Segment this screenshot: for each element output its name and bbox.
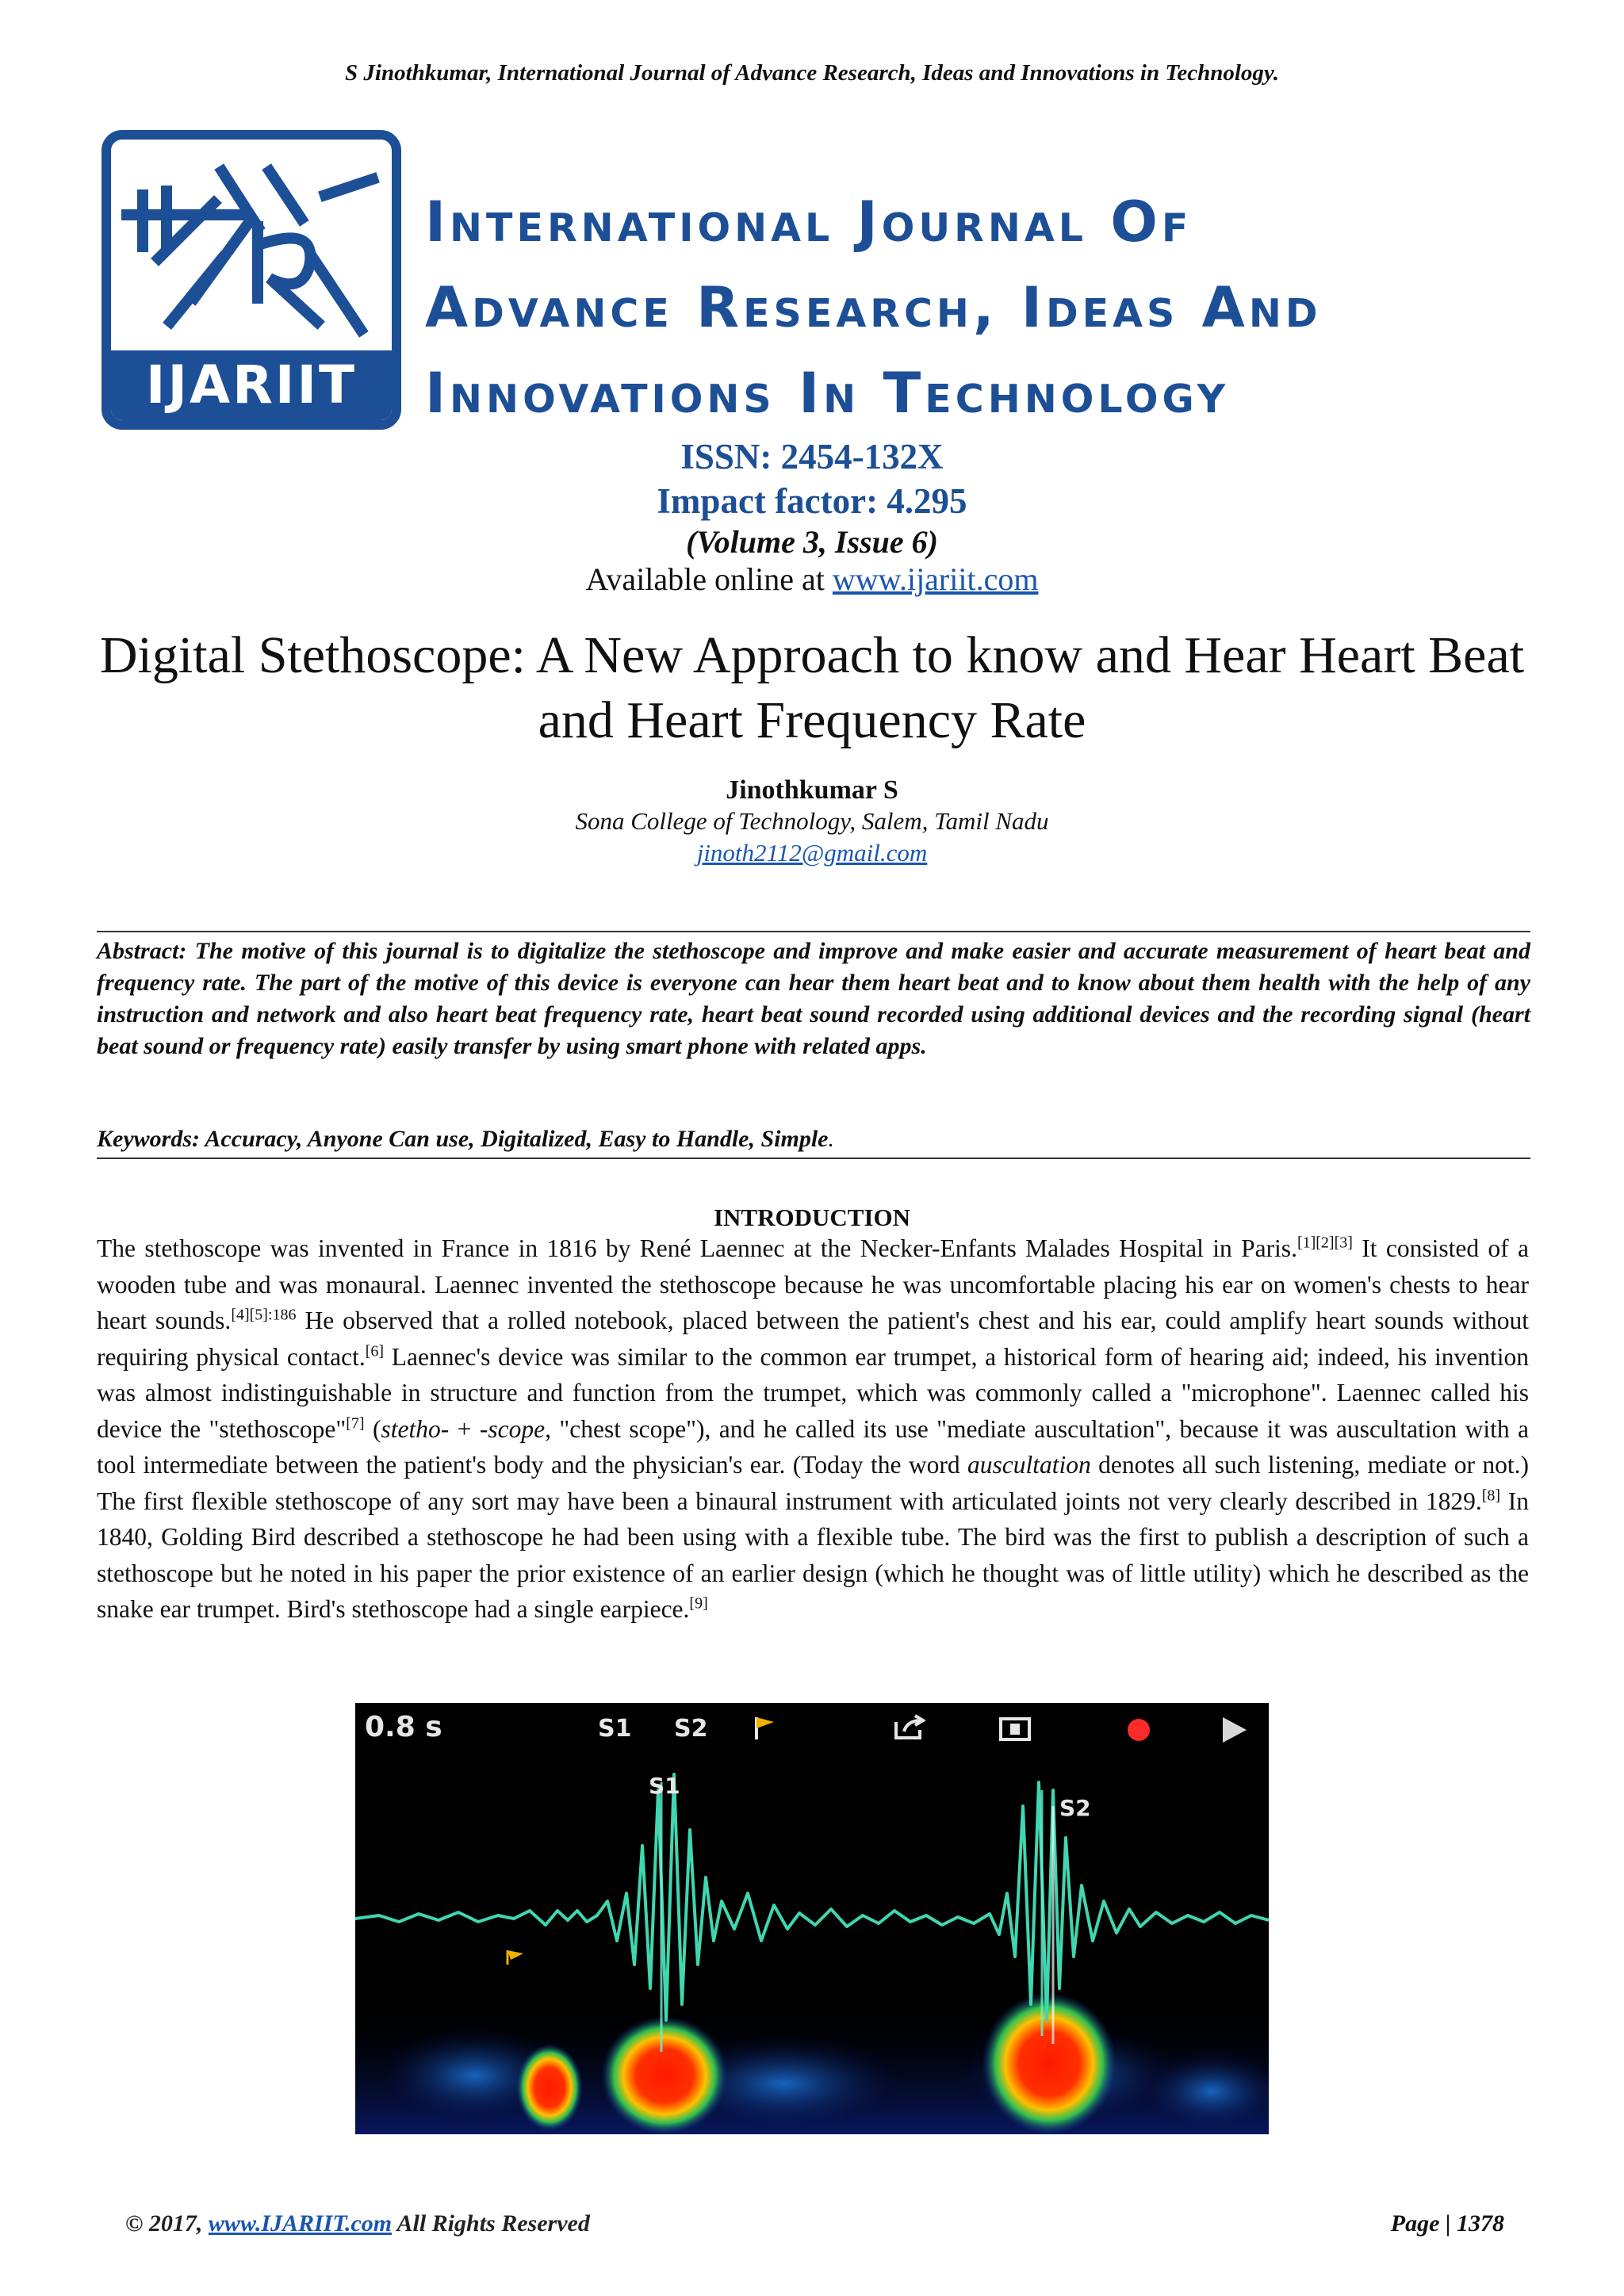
abstract-top-rule xyxy=(97,931,1530,932)
citation: [8] xyxy=(1481,1487,1501,1504)
abstract-bottom-rule xyxy=(97,1158,1530,1159)
volume-issue: (Volume 3, Issue 6) xyxy=(686,524,938,560)
footer-copyright: © 2017, www.IJARIIT.com All Rights Reserved xyxy=(125,2210,590,2237)
running-head: S Jinothkumar, International Journal of Advance Research, Ideas and Innovations in Technology. xyxy=(345,60,1279,86)
introduction-heading: INTRODUCTION xyxy=(713,1203,911,1231)
citation: [6] xyxy=(365,1342,385,1360)
journal-name-line-2: Advance Research, Ideas And xyxy=(425,275,1322,340)
issn: ISSN: 2454-132X xyxy=(680,437,944,476)
introduction-paragraph: The stethoscope was invented in France in 1816 by René Laennec at the Necker-Enfants Malades Hospital in Paris.[1][2][3] It consisted of a wooden tube and was monaural. Laennec invented the stethoscope because he was uncomfortable placing his ear on women's chests to hear heart sounds.$^{[4][5]:186}$ He observed that a rolled notebook, placed between the patient's chest and his ear, could amplify heart sounds without requiring physical contact.[6] Laennec's device was similar to the common ear trumpet, a historical form of hearing aid; indeed, his invention was almost indistinguishable in structure and function from the trumpet, which was commonly called a "microphone". Laennec called his device the "stethoscope"[7] (stetho- + -scope, "chest scope"), and he called its use "mediate auscultation", because it was auscultation with a tool intermediate between the patient's body and the physician's ear. (Today the word auscultation denotes all such listening, mediate or not.) The first flexible stethoscope of any sort may have been a binaural instrument with articulated joints not very clearly described in 1829.[8] In 1840, Golding Bird described a stethoscope he had been using with a flexible tube. The bird was the first to publish a description of such a stethoscope but he noted in his paper the prior existence of an earlier design (which he thought was of little utility) which he described as the snake ear trumpet. Bird's stethoscope had a single earpiece.[9] xyxy=(97,1234,1530,1623)
share-icon[interactable] xyxy=(896,1716,923,1738)
footer-website-link[interactable]: www.IJARIIT.com xyxy=(208,2210,393,2237)
logo-wordmark: IJARIIT xyxy=(111,350,392,420)
author-name: Jinothkumar S xyxy=(726,775,898,805)
author-email-link[interactable]: jinoth2112@gmail.com xyxy=(696,839,928,867)
logo-emblem-icon xyxy=(111,140,392,362)
paper-title: Digital Stethoscope: A New Approach to know and Hear Heart Beat and Heart Frequency Rate xyxy=(99,626,1525,749)
availability-line xyxy=(0,561,1624,598)
s1-marker-label: S1 xyxy=(649,1773,680,1799)
citation: [1][2][3] xyxy=(1297,1234,1353,1252)
heartbeat-waveform-figure xyxy=(355,1703,1269,2134)
citation: [4][5]:186 xyxy=(231,1306,297,1324)
s2-button[interactable]: S2 xyxy=(674,1715,708,1743)
author-email-wrapper xyxy=(0,839,1624,867)
abstract: Abstract: The motive of this journal is to digitalize the stethoscope and improve and make easier and accurate measurement of heart beat and frequency rate. The part of the motive of this device is everyone can hear them heart beat and to know about them health with the help of any instruction and network and also heart beat frequency rate, heart beat sound recorded using additional devices and the recording signal (heart beat sound or frequency rate) easily transfer by using smart phone with related apps. xyxy=(97,938,1530,1059)
export-icon[interactable] xyxy=(1001,1719,1029,1739)
availability-prefix: Available online at xyxy=(585,561,833,597)
journal-name xyxy=(425,179,1456,436)
spectrogram-hotspot-s1 xyxy=(601,2016,728,2134)
spectrogram-hotspot xyxy=(516,2044,583,2131)
record-icon[interactable] xyxy=(1128,1719,1150,1741)
impact-factor: Impact factor: 4.295 xyxy=(657,481,967,521)
spectrogram-hotspot-s2 xyxy=(982,1992,1116,2134)
heartbeat-trace xyxy=(355,1774,1269,2020)
author-affiliation: Sona College of Technology, Salem, Tamil Nadu xyxy=(575,807,1049,835)
flag-icon[interactable] xyxy=(756,1717,774,1739)
citation: [7] xyxy=(346,1414,365,1432)
keywords-text: Keywords: Accuracy, Anyone Can use, Digitalized, Easy to Handle, Simple xyxy=(97,1126,829,1152)
waveform-svg xyxy=(355,1703,1269,2134)
play-icon[interactable] xyxy=(1223,1717,1247,1743)
page-number: Page | 1378 xyxy=(1390,2210,1504,2237)
journal-name-line-1: International Journal Of xyxy=(425,189,1193,254)
s1-button[interactable]: S1 xyxy=(598,1715,632,1743)
marker-flag-icon xyxy=(508,1950,523,1965)
citation: [9] xyxy=(689,1594,708,1613)
journal-name-line-3: Innovations In Technology xyxy=(425,361,1230,426)
journal-website-link[interactable]: www.ijariit.com xyxy=(832,561,1039,597)
time-scale-label: 0.8 s xyxy=(365,1711,442,1743)
journal-logo xyxy=(102,130,401,430)
s2-marker-label: S2 xyxy=(1059,1795,1091,1821)
keywords: Keywords: Accuracy, Anyone Can use, Digitalized, Easy to Handle, Simple. xyxy=(97,1126,834,1152)
